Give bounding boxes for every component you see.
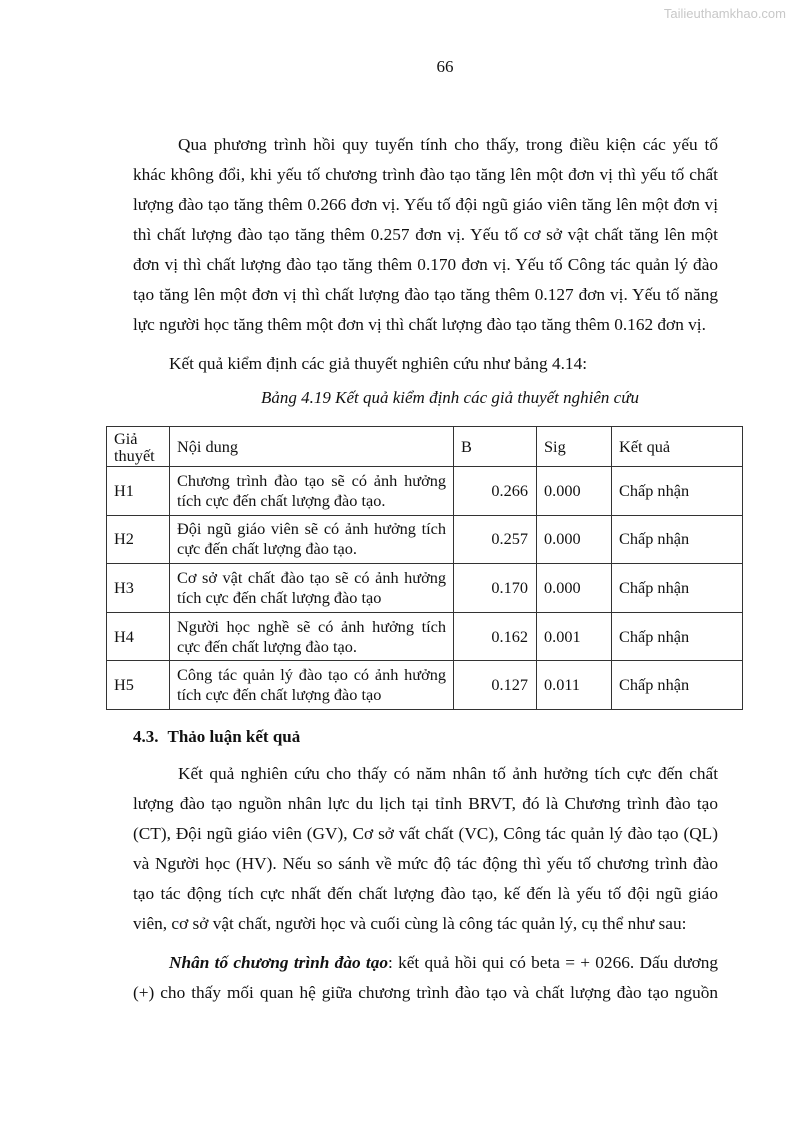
header-cell: Kết quả: [612, 427, 743, 467]
header-cell: Giả thuyết: [107, 427, 170, 467]
factor-text: : kết quả hồi qui có beta = + 0266. Dấu dương: [388, 953, 718, 972]
table-row: [107, 515, 743, 564]
paragraph-line: lượng đào tạo tăng thêm 0.266 đơn vị. Yếu tố đội ngũ giáo viên tăng lên một đơn vị: [133, 195, 718, 214]
header-cell: Sig: [537, 427, 612, 467]
watermark: Tailieuthamkhao.com: [663, 6, 786, 21]
sig-value: 0.000: [537, 564, 612, 613]
paragraph-line: [133, 952, 718, 974]
hypothesis-id: H4: [107, 612, 170, 661]
table-caption: Bảng 4.19 Kết quả kiểm định các giả thuyết nghiên cứu: [261, 388, 639, 407]
result: Chấp nhận: [612, 612, 743, 661]
paragraph-line: (+) cho thấy mối quan hệ giữa chương trình đào tạo và chất lượng đào tạo nguồn: [133, 983, 718, 1002]
table-header-row: [107, 427, 743, 467]
table-row: [107, 564, 743, 613]
paragraph-line: tạo tác động tích cực nhất đến chất lượng đào tạo, kế đến là yếu tố đội ngũ giáo: [133, 884, 718, 903]
hypothesis-id: H2: [107, 515, 170, 564]
paragraph-line: Kết quả nghiên cứu cho thấy có năm nhân tố ảnh hưởng tích cực đến chất: [178, 764, 718, 783]
sig-value: 0.000: [537, 515, 612, 564]
header-cell: Nội dung: [170, 427, 454, 467]
hypothesis-content: Đội ngũ giáo viên sẽ có ảnh hưởng tích cực đến chất lượng đào tạo.: [170, 515, 454, 564]
hypothesis-table: [106, 426, 743, 710]
section-number: 4.3.: [133, 727, 159, 746]
result: Chấp nhận: [612, 467, 743, 516]
paragraph-line: (CT), Đội ngũ giáo viên (GV), Cơ sở vất chất (VC), Công tác quản lý đào tạo (QL): [133, 824, 718, 843]
header-cell: B: [454, 427, 537, 467]
hypothesis-content: Cơ sở vật chất đào tạo sẽ có ảnh hưởng tích cực đến chất lượng đào tạo: [170, 564, 454, 613]
result: Chấp nhận: [612, 661, 743, 710]
paragraph-line: Kết quả kiểm định các giả thuyết nghiên cứu như bảng 4.14:: [169, 354, 588, 373]
hypothesis-id: H1: [107, 467, 170, 516]
paragraph-line: lực người học tăng thêm một đơn vị thì chất lượng đào tạo tăng thêm 0.162 đơn vị.: [133, 315, 706, 334]
section-heading: [133, 727, 309, 747]
paragraph-line: Qua phương trình hồi quy tuyến tính cho thấy, trong điều kiện các yếu tố: [178, 135, 718, 154]
hypothesis-content: Người học nghề sẽ có ảnh hưởng tích cực đến chất lượng đào tạo.: [170, 612, 454, 661]
sig-value: 0.011: [537, 661, 612, 710]
paragraph-line: khác không đổi, khi yếu tố chương trình đào tạo tăng lên một đơn vị thì yếu tố chất: [133, 165, 718, 184]
table-row: [107, 467, 743, 516]
hypothesis-id: H5: [107, 661, 170, 710]
paragraph-line: đơn vị thì chất lượng đào tạo tăng thêm 0.170 đơn vị. Yếu tố Công tác quản lý đào: [133, 255, 718, 274]
b-value: 0.127: [454, 661, 537, 710]
table-row: [107, 612, 743, 661]
result: Chấp nhận: [612, 515, 743, 564]
section-title: Thảo luận kết quả: [167, 727, 301, 746]
table-row: [107, 661, 743, 710]
paragraph-line: viên, cơ sở vật chất, người học và cuối cùng là công tác quản lý, cụ thể như sau:: [133, 914, 687, 933]
paragraph-line: thì chất lượng đào tạo tăng thêm 0.257 đơn vị. Yếu tố cơ sở vật chất tăng lên một: [133, 225, 718, 244]
page-number: 66: [436, 57, 454, 76]
sig-value: 0.001: [537, 612, 612, 661]
result: Chấp nhận: [612, 564, 743, 613]
hypothesis-id: H3: [107, 564, 170, 613]
b-value: 0.257: [454, 515, 537, 564]
b-value: 0.266: [454, 467, 537, 516]
paragraph-line: tạo tăng lên một đơn vị thì chất lượng đào tạo tăng thêm 0.127 đơn vị. Yếu tố năng: [133, 285, 718, 304]
factor-lead: Nhân tố chương trình đào tạo: [169, 953, 388, 972]
sig-value: 0.000: [537, 467, 612, 516]
paragraph-line: lượng đào tạo nguồn nhân lực du lịch tại tỉnh BRVT, đó là Chương trình đào tạo: [133, 794, 718, 813]
hypothesis-content: Công tác quản lý đào tạo có ảnh hưởng tích cực đến chất lượng đào tạo: [170, 661, 454, 710]
b-value: 0.162: [454, 612, 537, 661]
hypothesis-content: Chương trình đào tạo sẽ có ảnh hưởng tích cực đến chất lượng đào tạo.: [170, 467, 454, 516]
b-value: 0.170: [454, 564, 537, 613]
paragraph-line: và Người học (HV). Nếu so sánh về mức độ tác động thì yếu tố chương trình đào: [133, 854, 718, 873]
